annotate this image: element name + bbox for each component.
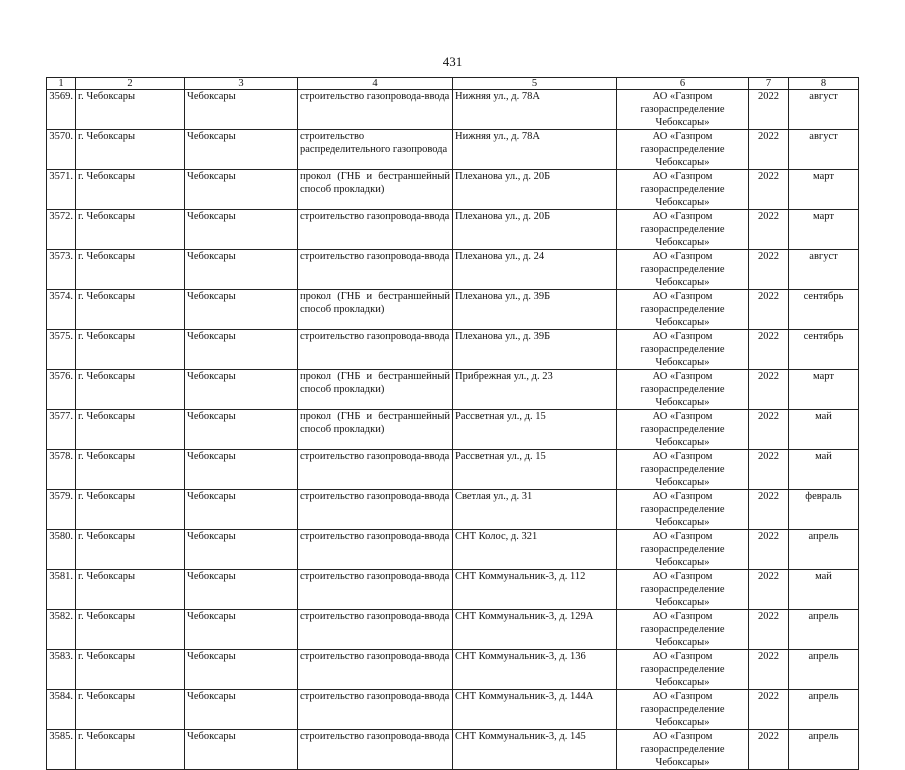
district-cell: Чебоксары [185,410,298,450]
work-type-cell: строительство газопровода-ввода [298,450,453,490]
row-number-cell: 3572. [47,210,76,250]
table-row [47,330,859,370]
locality-cell: г. Чебоксары [76,170,185,210]
month-cell: сентябрь [789,290,859,330]
table-row [47,210,859,250]
work-type-cell: строительство газопровода-ввода [298,330,453,370]
row-number-cell: 3576. [47,370,76,410]
table-row [47,490,859,530]
row-number-cell: 3577. [47,410,76,450]
year-cell: 2022 [749,90,789,130]
work-type-cell: строительство газопровода-ввода [298,730,453,770]
address-cell: СНТ Коммунальник-3, д. 144А [453,690,617,730]
district-cell: Чебоксары [185,370,298,410]
table-row [47,610,859,650]
work-type-cell: строительство газопровода-ввода [298,610,453,650]
work-type-cell: строительство газопровода-ввода [298,210,453,250]
table-row [47,250,859,290]
table-row [47,530,859,570]
organization-cell: АО «Газпром газораспределение Чебоксары» [617,490,749,530]
month-cell: август [789,90,859,130]
month-cell: март [789,210,859,250]
address-cell: Плеханова ул., д. 39Б [453,290,617,330]
row-number-cell: 3582. [47,610,76,650]
district-cell: Чебоксары [185,610,298,650]
year-cell: 2022 [749,610,789,650]
header-row [47,78,859,90]
year-cell: 2022 [749,250,789,290]
locality-cell: г. Чебоксары [76,210,185,250]
district-cell: Чебоксары [185,450,298,490]
organization-cell: АО «Газпром газораспределение Чебоксары» [617,130,749,170]
column-header: 3 [185,78,298,90]
work-type-cell: строительство газопровода-ввода [298,570,453,610]
column-header: 2 [76,78,185,90]
table-row [47,290,859,330]
work-type-cell: строительство газопровода-ввода [298,90,453,130]
address-cell: СНТ Коммунальник-3, д. 129А [453,610,617,650]
year-cell: 2022 [749,490,789,530]
row-number-cell: 3573. [47,250,76,290]
month-cell: март [789,370,859,410]
organization-cell: АО «Газпром газораспределение Чебоксары» [617,370,749,410]
column-header: 8 [789,78,859,90]
work-type-cell: строительство газопровода-ввода [298,250,453,290]
month-cell: март [789,170,859,210]
district-cell: Чебоксары [185,690,298,730]
district-cell: Чебоксары [185,170,298,210]
address-cell: СНТ Колос, д. 321 [453,530,617,570]
year-cell: 2022 [749,530,789,570]
organization-cell: АО «Газпром газораспределение Чебоксары» [617,290,749,330]
table-row [47,170,859,210]
locality-cell: г. Чебоксары [76,530,185,570]
month-cell: август [789,250,859,290]
row-number-cell: 3578. [47,450,76,490]
organization-cell: АО «Газпром газораспределение Чебоксары» [617,570,749,610]
district-cell: Чебоксары [185,730,298,770]
year-cell: 2022 [749,690,789,730]
row-number-cell: 3584. [47,690,76,730]
month-cell: апрель [789,730,859,770]
address-cell: Нижняя ул., д. 78А [453,90,617,130]
table-row [47,730,859,770]
organization-cell: АО «Газпром газораспределение Чебоксары» [617,250,749,290]
work-type-cell: строительство газопровода-ввода [298,690,453,730]
locality-cell: г. Чебоксары [76,650,185,690]
month-cell: апрель [789,610,859,650]
row-number-cell: 3569. [47,90,76,130]
organization-cell: АО «Газпром газораспределение Чебоксары» [617,170,749,210]
locality-cell: г. Чебоксары [76,410,185,450]
address-cell: Плеханова ул., д. 20Б [453,210,617,250]
row-number-cell: 3574. [47,290,76,330]
work-type-cell: прокол (ГНБ и бестраншейный способ прокладки) [298,170,453,210]
month-cell: апрель [789,690,859,730]
locality-cell: г. Чебоксары [76,90,185,130]
row-number-cell: 3571. [47,170,76,210]
address-cell: СНТ Коммунальник-3, д. 145 [453,730,617,770]
column-header: 6 [617,78,749,90]
table-row [47,370,859,410]
row-number-cell: 3579. [47,490,76,530]
district-cell: Чебоксары [185,210,298,250]
year-cell: 2022 [749,210,789,250]
organization-cell: АО «Газпром газораспределение Чебоксары» [617,210,749,250]
month-cell: май [789,570,859,610]
month-cell: сентябрь [789,330,859,370]
work-type-cell: строительство газопровода-ввода [298,530,453,570]
table-row [47,650,859,690]
page-number: 431 [442,54,463,69]
table-row [47,90,859,130]
district-cell: Чебоксары [185,330,298,370]
locality-cell: г. Чебоксары [76,730,185,770]
year-cell: 2022 [749,370,789,410]
organization-cell: АО «Газпром газораспределение Чебоксары» [617,90,749,130]
district-cell: Чебоксары [185,90,298,130]
address-cell: Светлая ул., д. 31 [453,490,617,530]
address-cell: СНТ Коммунальник-3, д. 136 [453,650,617,690]
organization-cell: АО «Газпром газораспределение Чебоксары» [617,610,749,650]
month-cell: апрель [789,650,859,690]
column-header: 7 [749,78,789,90]
year-cell: 2022 [749,730,789,770]
work-type-cell: строительство газопровода-ввода [298,490,453,530]
table-body [47,90,859,770]
address-cell: СНТ Коммунальник-3, д. 112 [453,570,617,610]
work-type-cell: прокол (ГНБ и бестраншейный способ прокладки) [298,290,453,330]
year-cell: 2022 [749,290,789,330]
year-cell: 2022 [749,570,789,610]
row-number-cell: 3570. [47,130,76,170]
locality-cell: г. Чебоксары [76,250,185,290]
locality-cell: г. Чебоксары [76,370,185,410]
work-type-cell: прокол (ГНБ и бестраншейный способ прокладки) [298,370,453,410]
year-cell: 2022 [749,650,789,690]
locality-cell: г. Чебоксары [76,330,185,370]
organization-cell: АО «Газпром газораспределение Чебоксары» [617,690,749,730]
month-cell: апрель [789,530,859,570]
month-cell: май [789,450,859,490]
table-row [47,410,859,450]
organization-cell: АО «Газпром газораспределение Чебоксары» [617,530,749,570]
year-cell: 2022 [749,330,789,370]
organization-cell: АО «Газпром газораспределение Чебоксары» [617,450,749,490]
column-header: 5 [453,78,617,90]
address-cell: Рассветная ул., д. 15 [453,410,617,450]
district-cell: Чебоксары [185,650,298,690]
locality-cell: г. Чебоксары [76,570,185,610]
column-header: 4 [298,78,453,90]
address-cell: Плеханова ул., д. 24 [453,250,617,290]
month-cell: август [789,130,859,170]
locality-cell: г. Чебоксары [76,450,185,490]
year-cell: 2022 [749,410,789,450]
district-cell: Чебоксары [185,250,298,290]
work-type-cell: строительство газопровода-ввода [298,650,453,690]
table-row [47,130,859,170]
row-number-cell: 3585. [47,730,76,770]
address-cell: Нижняя ул., д. 78А [453,130,617,170]
month-cell: май [789,410,859,450]
table-row [47,450,859,490]
row-number-cell: 3583. [47,650,76,690]
address-cell: Плеханова ул., д. 39Б [453,330,617,370]
year-cell: 2022 [749,170,789,210]
locality-cell: г. Чебоксары [76,490,185,530]
year-cell: 2022 [749,450,789,490]
organization-cell: АО «Газпром газораспределение Чебоксары» [617,330,749,370]
locality-cell: г. Чебоксары [76,130,185,170]
address-cell: Рассветная ул., д. 15 [453,450,617,490]
district-cell: Чебоксары [185,290,298,330]
locality-cell: г. Чебоксары [76,690,185,730]
address-cell: Плеханова ул., д. 20Б [453,170,617,210]
district-cell: Чебоксары [185,130,298,170]
month-cell: февраль [789,490,859,530]
district-cell: Чебоксары [185,490,298,530]
locality-cell: г. Чебоксары [76,290,185,330]
row-number-cell: 3580. [47,530,76,570]
gas-works-table [46,77,859,770]
work-type-cell: прокол (ГНБ и бестраншейный способ прокладки) [298,410,453,450]
column-header: 1 [47,78,76,90]
district-cell: Чебоксары [185,570,298,610]
organization-cell: АО «Газпром газораспределение Чебоксары» [617,410,749,450]
row-number-cell: 3575. [47,330,76,370]
organization-cell: АО «Газпром газораспределение Чебоксары» [617,650,749,690]
locality-cell: г. Чебоксары [76,610,185,650]
address-cell: Прибрежная ул., д. 23 [453,370,617,410]
year-cell: 2022 [749,130,789,170]
work-type-cell: строительство распределительного газопровода [298,130,453,170]
table-row [47,570,859,610]
row-number-cell: 3581. [47,570,76,610]
organization-cell: АО «Газпром газораспределение Чебоксары» [617,730,749,770]
table-row [47,690,859,730]
district-cell: Чебоксары [185,530,298,570]
